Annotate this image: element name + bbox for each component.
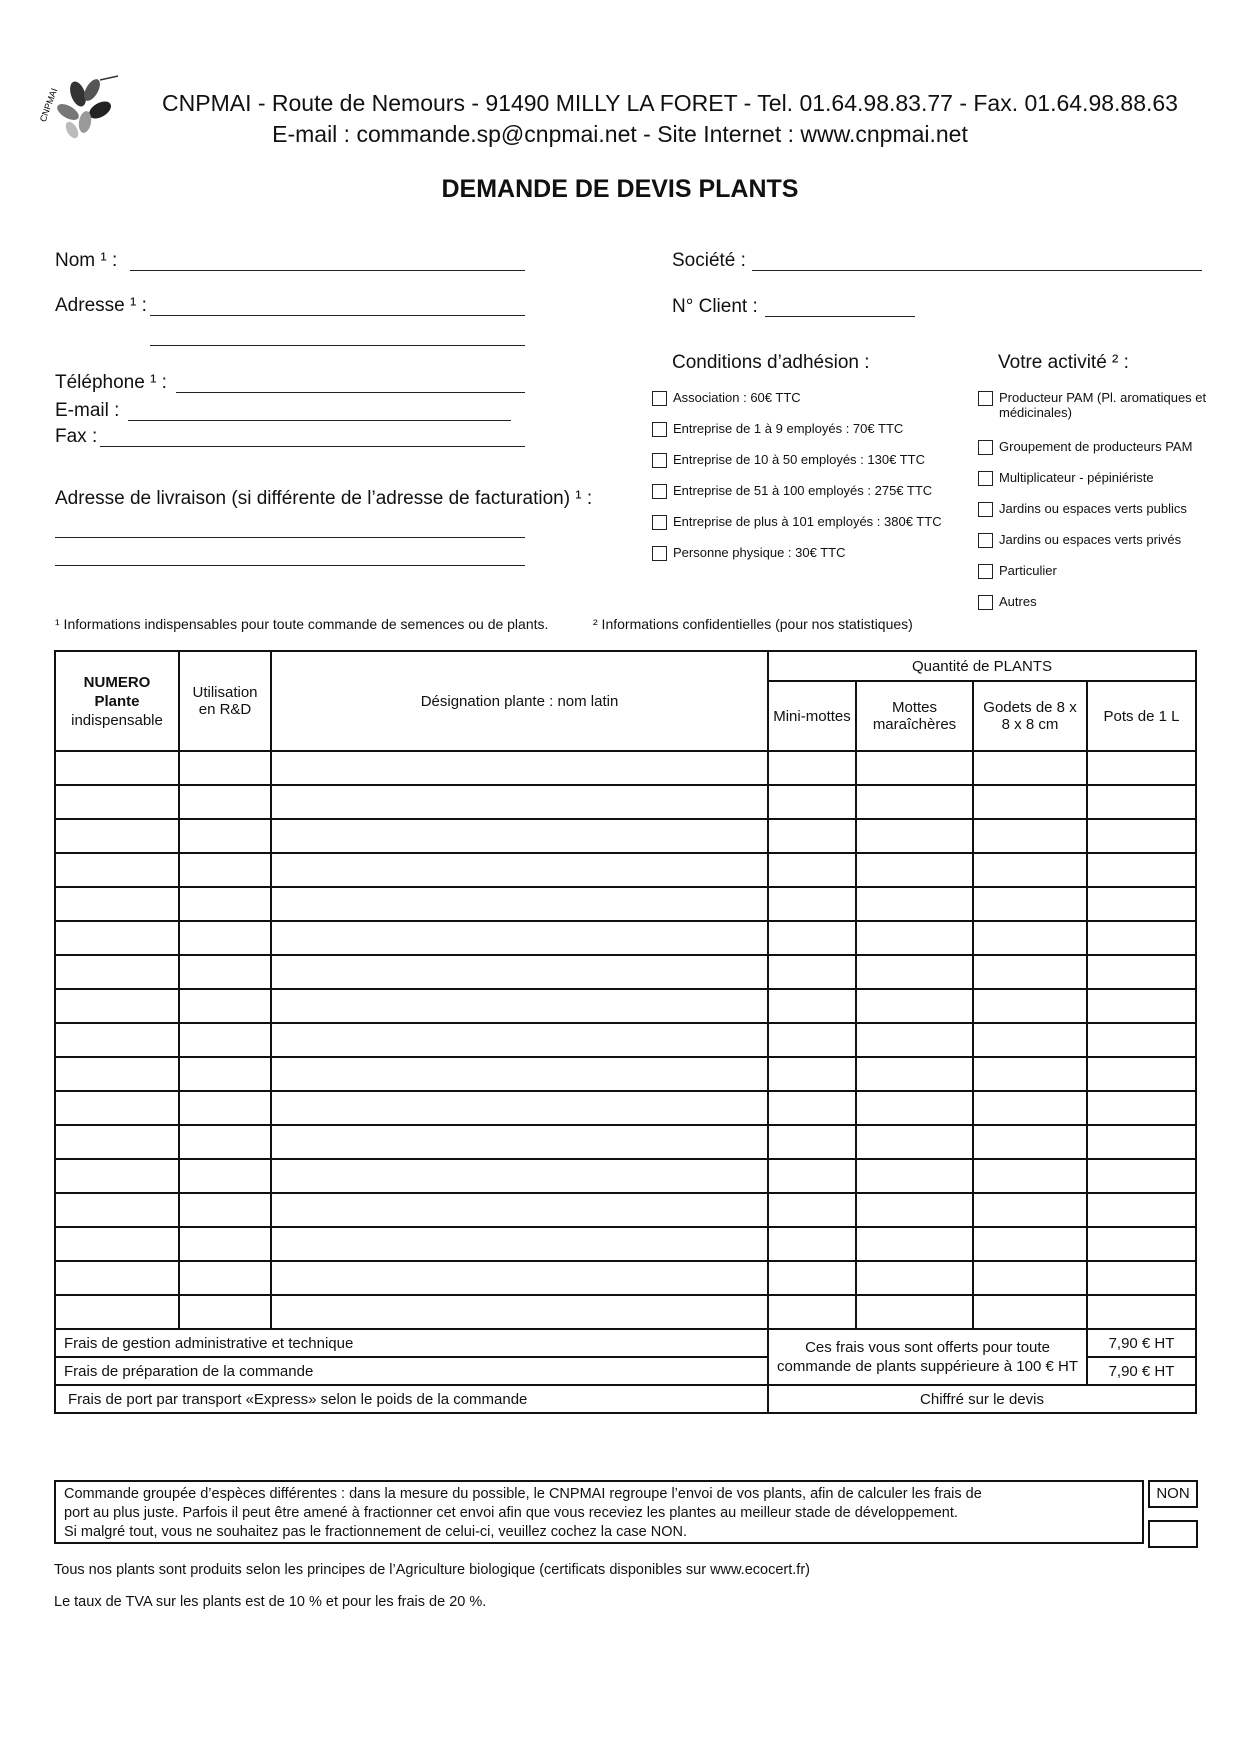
table-cell[interactable] [179, 887, 271, 921]
nom-label: Nom ¹ : [55, 250, 118, 271]
table-cell[interactable] [856, 785, 973, 819]
table-cell[interactable] [856, 989, 973, 1023]
table-row [55, 955, 1196, 989]
email-field[interactable] [128, 420, 511, 421]
table-cell[interactable] [179, 989, 271, 1023]
table-cell[interactable] [1087, 1125, 1196, 1159]
table-cell[interactable] [271, 1125, 768, 1159]
header-mini-mottes: Mini-mottes [768, 681, 856, 751]
table-cell[interactable] [973, 921, 1087, 955]
checkbox[interactable] [652, 484, 667, 499]
table-cell[interactable] [973, 1023, 1087, 1057]
fee-preparation: Frais de préparation de la commande [55, 1357, 768, 1385]
table-cell[interactable] [1087, 1193, 1196, 1227]
condition-option[interactable]: Entreprise de 1 à 9 employés : 70€ TTC [652, 421, 972, 452]
table-cell[interactable] [856, 955, 973, 989]
table-cell[interactable] [55, 955, 179, 989]
table-cell[interactable] [973, 751, 1087, 785]
table-cell[interactable] [973, 1057, 1087, 1091]
telephone-label: Téléphone ¹ : [55, 372, 167, 393]
livraison-field-2[interactable] [55, 565, 525, 566]
table-cell[interactable] [856, 887, 973, 921]
table-cell[interactable] [271, 1227, 768, 1261]
header-mottes-maraicheres: Mottes maraîchères [856, 681, 973, 751]
table-cell[interactable] [1087, 1023, 1196, 1057]
table-row [55, 751, 1196, 785]
table-cell[interactable] [856, 1295, 973, 1329]
activite-option[interactable]: Jardins ou espaces verts publics [978, 501, 1208, 532]
note-confidentielle: ² Informations confidentielles (pour nos statistiques) [593, 616, 913, 632]
table-cell[interactable] [55, 887, 179, 921]
table-cell[interactable] [55, 1091, 179, 1125]
condition-option[interactable]: Entreprise de 51 à 100 employés : 275€ TTC [652, 483, 972, 514]
table-row [55, 1261, 1196, 1295]
checkbox[interactable] [978, 595, 993, 610]
table-cell[interactable] [55, 1125, 179, 1159]
table-cell[interactable] [179, 1125, 271, 1159]
table-row [55, 785, 1196, 819]
table-cell[interactable] [1087, 853, 1196, 887]
table-cell[interactable] [179, 1023, 271, 1057]
table-cell[interactable] [55, 853, 179, 887]
table-cell[interactable] [973, 1227, 1087, 1261]
table-cell[interactable] [856, 751, 973, 785]
table-cell[interactable] [55, 1193, 179, 1227]
client-field[interactable] [765, 316, 915, 317]
checkbox[interactable] [652, 391, 667, 406]
checkbox[interactable] [652, 422, 667, 437]
activite-option[interactable]: Producteur PAM (Pl. aromatiques et médicinales) [978, 390, 1208, 439]
table-cell[interactable] [271, 853, 768, 887]
table-cell[interactable] [1087, 751, 1196, 785]
checkbox[interactable] [978, 391, 993, 406]
table-row [55, 1295, 1196, 1329]
fee-price-gestion: 7,90 € HT [1087, 1329, 1196, 1357]
table-row [55, 1023, 1196, 1057]
page-title: DEMANDE DE DEVIS PLANTS [441, 175, 799, 203]
table-cell[interactable] [768, 1261, 856, 1295]
table-cell[interactable] [768, 819, 856, 853]
table-cell[interactable] [973, 1261, 1087, 1295]
livraison-label: Adresse de livraison (si différente de l’adresse de facturation) ¹ : [55, 488, 593, 509]
table-cell[interactable] [271, 751, 768, 785]
table-cell[interactable] [768, 1227, 856, 1261]
table-cell[interactable] [973, 1193, 1087, 1227]
table-cell[interactable] [973, 887, 1087, 921]
table-cell[interactable] [768, 751, 856, 785]
checkbox[interactable] [978, 440, 993, 455]
table-cell[interactable] [973, 853, 1087, 887]
table-cell[interactable] [179, 853, 271, 887]
table-row [55, 1091, 1196, 1125]
table-row [55, 819, 1196, 853]
header-designation: Désignation plante : nom latin [271, 651, 768, 751]
checkbox[interactable] [978, 564, 993, 579]
table-cell[interactable] [179, 1159, 271, 1193]
header-pots: Pots de 1 L [1087, 681, 1196, 751]
condition-option[interactable]: Entreprise de plus à 101 employés : 380€ TTC [652, 514, 972, 545]
table-cell[interactable] [271, 921, 768, 955]
table-cell[interactable] [768, 1023, 856, 1057]
non-checkbox[interactable] [1148, 1520, 1198, 1548]
adresse-field-2[interactable] [150, 345, 525, 346]
table-cell[interactable] [973, 1125, 1087, 1159]
table-row [55, 1159, 1196, 1193]
nom-field[interactable] [130, 270, 525, 271]
table-cell[interactable] [55, 751, 179, 785]
adresse-field-1[interactable] [150, 315, 525, 316]
table-cell[interactable] [1087, 785, 1196, 819]
table-cell[interactable] [179, 1295, 271, 1329]
table-cell[interactable] [768, 1057, 856, 1091]
table-cell[interactable] [768, 1091, 856, 1125]
header-address: CNPMAI - Route de Nemours - 91490 MILLY LA FORET - Tel. 01.64.98.83.77 - Fax. 01.64.98.88.63 [162, 90, 1178, 116]
table-cell[interactable] [271, 1057, 768, 1091]
table-cell[interactable] [856, 1091, 973, 1125]
table-row [55, 1193, 1196, 1227]
table-cell[interactable] [1087, 955, 1196, 989]
table-cell[interactable] [856, 1261, 973, 1295]
table-cell[interactable] [55, 785, 179, 819]
table-cell[interactable] [55, 1023, 179, 1057]
table-cell[interactable] [55, 1295, 179, 1329]
table-cell[interactable] [271, 1261, 768, 1295]
table-cell[interactable] [55, 1159, 179, 1193]
table-cell[interactable] [55, 819, 179, 853]
email-label: E-mail : [55, 400, 120, 421]
condition-option[interactable]: Entreprise de 10 à 50 employés : 130€ TTC [652, 452, 972, 483]
condition-option[interactable]: Personne physique : 30€ TTC [652, 545, 972, 576]
table-cell[interactable] [1087, 1091, 1196, 1125]
table-row [55, 853, 1196, 887]
adresse-label: Adresse ¹ : [55, 295, 147, 316]
activite-option[interactable]: Multiplicateur - pépiniériste [978, 470, 1208, 501]
table-cell[interactable] [1087, 819, 1196, 853]
conditions-title: Conditions d’adhésion : [672, 352, 870, 373]
table-cell[interactable] [179, 1227, 271, 1261]
table-cell[interactable] [856, 819, 973, 853]
checkbox[interactable] [978, 471, 993, 486]
fax-field[interactable] [100, 446, 525, 447]
table-cell[interactable] [55, 1057, 179, 1091]
logo-text: CNPMAI [37, 86, 60, 124]
checkbox[interactable] [652, 453, 667, 468]
table-cell[interactable] [179, 921, 271, 955]
societe-field[interactable] [752, 270, 1202, 271]
checkbox[interactable] [978, 502, 993, 517]
checkbox[interactable] [652, 515, 667, 530]
fee-price-preparation: 7,90 € HT [1087, 1357, 1196, 1385]
table-cell[interactable] [768, 921, 856, 955]
table-cell[interactable] [271, 1023, 768, 1057]
table-cell[interactable] [271, 785, 768, 819]
bio-note: Tous nos plants sont produits selon les principes de l’Agriculture biologique (certificats disponibles sur www.ecocert.fr) [54, 1562, 810, 1578]
fee-gestion: Frais de gestion administrative et technique [55, 1329, 768, 1357]
table-cell[interactable] [973, 989, 1087, 1023]
table-cell[interactable] [271, 1193, 768, 1227]
table-cell[interactable] [179, 751, 271, 785]
table-cell[interactable] [179, 1193, 271, 1227]
table-cell[interactable] [55, 1227, 179, 1261]
table-cell[interactable] [856, 853, 973, 887]
table-cell[interactable] [856, 1193, 973, 1227]
fax-label: Fax : [55, 426, 98, 447]
header-numero: NUMERO Plante indispensable [55, 651, 179, 751]
table-cell[interactable] [768, 785, 856, 819]
table-cell[interactable] [1087, 887, 1196, 921]
header-godets: Godets de 8 x 8 x 8 cm [973, 681, 1087, 751]
table-row [55, 1057, 1196, 1091]
table-cell[interactable] [271, 1295, 768, 1329]
table-cell[interactable] [768, 1193, 856, 1227]
table-cell[interactable] [271, 989, 768, 1023]
activite-title: Votre activité ² : [998, 352, 1129, 373]
table-cell[interactable] [179, 1091, 271, 1125]
table-cell[interactable] [271, 887, 768, 921]
activite-option[interactable]: Groupement de producteurs PAM [978, 439, 1208, 470]
table-cell[interactable] [973, 1295, 1087, 1329]
table-cell[interactable] [55, 921, 179, 955]
table-cell[interactable] [768, 887, 856, 921]
fee-chiffre: Chiffré sur le devis [768, 1385, 1196, 1413]
table-cell[interactable] [271, 955, 768, 989]
table-cell[interactable] [179, 1057, 271, 1091]
table-row [55, 921, 1196, 955]
table-cell[interactable] [1087, 921, 1196, 955]
non-label: NON [1148, 1480, 1198, 1508]
table-cell[interactable] [973, 1091, 1087, 1125]
table-cell[interactable] [55, 1261, 179, 1295]
fee-offert: Ces frais vous sont offerts pour toute commande de plants suppérieure à 100 € HT [768, 1329, 1087, 1385]
table-cell[interactable] [271, 1091, 768, 1125]
table-cell[interactable] [768, 1125, 856, 1159]
table-cell[interactable] [856, 1227, 973, 1261]
conditions-list [652, 390, 972, 576]
table-cell[interactable] [856, 1159, 973, 1193]
table-cell[interactable] [768, 989, 856, 1023]
table-row [55, 989, 1196, 1023]
table-cell[interactable] [856, 1125, 973, 1159]
table-cell[interactable] [271, 1159, 768, 1193]
table-cell[interactable] [179, 785, 271, 819]
header-utilisation: Utilisation en R&D [179, 651, 271, 751]
table-cell[interactable] [1087, 1295, 1196, 1329]
table-cell[interactable] [973, 955, 1087, 989]
table-cell[interactable] [55, 989, 179, 1023]
telephone-field[interactable] [176, 392, 525, 393]
fee-port: Frais de port par transport «Express» selon le poids de la commande [55, 1385, 768, 1413]
table-cell[interactable] [179, 955, 271, 989]
table-cell[interactable] [856, 921, 973, 955]
table-cell[interactable] [973, 785, 1087, 819]
table-cell[interactable] [768, 1295, 856, 1329]
checkbox[interactable] [652, 546, 667, 561]
table-cell[interactable] [973, 819, 1087, 853]
header-contact: E-mail : commande.sp@cnpmai.net - Site Internet : www.cnpmai.net [272, 121, 968, 147]
tva-note: Le taux de TVA sur les plants est de 10 % et pour les frais de 20 %. [54, 1594, 487, 1610]
table-cell[interactable] [1087, 1227, 1196, 1261]
livraison-field-1[interactable] [55, 537, 525, 538]
activite-list [978, 390, 1208, 625]
condition-option[interactable]: Association : 60€ TTC [652, 390, 972, 421]
table-cell[interactable] [179, 819, 271, 853]
checkbox[interactable] [978, 533, 993, 548]
table-row [55, 887, 1196, 921]
societe-label: Société : [672, 250, 746, 271]
activite-option[interactable]: Autres [978, 594, 1208, 625]
table-cell[interactable] [768, 853, 856, 887]
table-cell[interactable] [768, 955, 856, 989]
table-cell[interactable] [179, 1261, 271, 1295]
table-cell[interactable] [271, 819, 768, 853]
table-cell[interactable] [1087, 1057, 1196, 1091]
table-row [55, 1227, 1196, 1261]
client-label: N° Client : [672, 296, 758, 317]
table-cell[interactable] [856, 1057, 973, 1091]
activite-option[interactable]: Jardins ou espaces verts privés [978, 532, 1208, 563]
table-cell[interactable] [856, 1023, 973, 1057]
table-cell[interactable] [1087, 1261, 1196, 1295]
activite-option[interactable]: Particulier [978, 563, 1208, 594]
commande-groupee-text: Commande groupée d’espèces différentes : dans la mesure du possible, le CNPMAI regroupe l’envoi de vos plants, afin de calculer les frais de port au plus juste. Parfois il peut être amené à fractionner cet envoi afin que vous receviez les plantes au meilleur stade de développement. Si malgré tout, vous ne souhaitez pas le fractionnement de celui-ci, veuillez cochez la case NON. [54, 1480, 1144, 1544]
table-cell[interactable] [973, 1159, 1087, 1193]
header-quantite: Quantité de PLANTS [768, 651, 1196, 681]
table-row [55, 1125, 1196, 1159]
table-cell[interactable] [1087, 1159, 1196, 1193]
note-indispensable: ¹ Informations indispensables pour toute commande de semences ou de plants. [55, 616, 549, 632]
table-cell[interactable] [1087, 989, 1196, 1023]
table-cell[interactable] [768, 1159, 856, 1193]
plants-table [54, 650, 1197, 1414]
